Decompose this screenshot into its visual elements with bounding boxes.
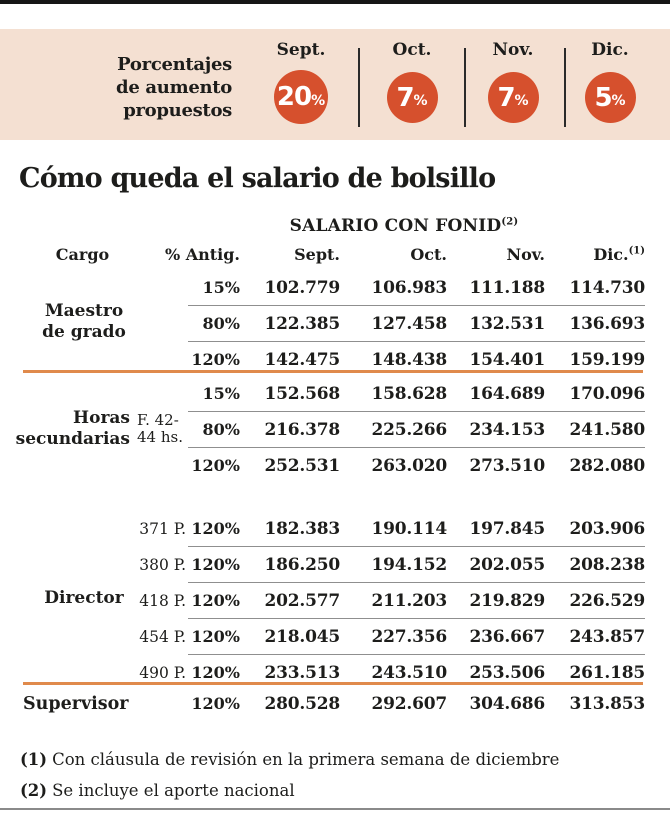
table-row bbox=[100, 376, 645, 411]
month-label: Nov. bbox=[492, 40, 534, 60]
table-supertitle bbox=[154, 216, 654, 236]
table-column-headers bbox=[25, 245, 645, 264]
salary-cell: 102.779 bbox=[264, 277, 340, 298]
top-border bbox=[0, 0, 670, 4]
salary-cell: 152.568 bbox=[264, 383, 340, 404]
section-divider bbox=[23, 370, 643, 373]
salary-cell: 132.531 bbox=[469, 313, 545, 334]
badge-value: 5 bbox=[594, 82, 612, 113]
salary-cell: 252.531 bbox=[264, 455, 340, 476]
salary-cell: 282.080 bbox=[569, 455, 645, 476]
salary-cell: 211.203 bbox=[371, 590, 447, 611]
antiguedad-cell: 120% bbox=[191, 350, 240, 369]
group-sublabel: F. 42- 44 hs. bbox=[137, 411, 183, 446]
salary-cell: 236.667 bbox=[469, 626, 545, 647]
group-director bbox=[0, 511, 670, 686]
table-row bbox=[100, 686, 645, 721]
table-row bbox=[100, 511, 645, 546]
salary-cell: 219.829 bbox=[469, 590, 545, 611]
salary-cell: 158.628 bbox=[371, 383, 447, 404]
salary-cell: 292.607 bbox=[371, 693, 447, 714]
salary-cell: 122.385 bbox=[264, 313, 340, 334]
salary-cell: 216.378 bbox=[264, 419, 340, 440]
antiguedad-cell: 120% bbox=[191, 663, 240, 682]
table-row bbox=[100, 306, 645, 341]
month-column-sept bbox=[246, 41, 356, 124]
salary-cell: 114.730 bbox=[569, 277, 645, 298]
antiguedad-cell: 120% bbox=[191, 627, 240, 646]
salary-cell: 218.045 bbox=[264, 626, 340, 647]
salary-cell: 261.185 bbox=[569, 662, 645, 683]
month-label: Sept. bbox=[276, 40, 326, 60]
table-row bbox=[100, 412, 645, 447]
salary-cell: 142.475 bbox=[264, 349, 340, 370]
column-header-sept: Sept. bbox=[294, 245, 340, 264]
bottom-border bbox=[0, 808, 670, 810]
page-title: Cómo queda el salario de bolsillo bbox=[19, 163, 496, 194]
table-row bbox=[100, 547, 645, 582]
footnote-text: Se incluye el aporte nacional bbox=[52, 781, 295, 800]
column-header-dic: Dic.$^{(1)}$ bbox=[593, 245, 645, 264]
badge-value: 7 bbox=[497, 82, 515, 113]
group-rows bbox=[100, 511, 645, 690]
puntos-cell: 454 P. bbox=[139, 627, 186, 646]
group-label: Director bbox=[44, 588, 124, 608]
section-divider bbox=[23, 682, 643, 685]
antiguedad-cell: 120% bbox=[191, 694, 240, 713]
salary-cell: 243.857 bbox=[569, 626, 645, 647]
antiguedad-cell: 80% bbox=[202, 420, 240, 439]
group-rows bbox=[100, 686, 645, 721]
salary-cell: 154.401 bbox=[469, 349, 545, 370]
salary-cell: 159.199 bbox=[569, 349, 645, 370]
dic-increase-badge bbox=[585, 72, 636, 123]
group-supervisor bbox=[0, 686, 670, 721]
sept-increase-badge bbox=[274, 70, 328, 124]
nov-increase-badge bbox=[488, 72, 539, 123]
salary-cell: 273.510 bbox=[469, 455, 545, 476]
salary-cell: 182.383 bbox=[264, 518, 340, 539]
antiguedad-cell: 120% bbox=[191, 591, 240, 610]
puntos-cell: 418 P. bbox=[139, 591, 186, 610]
column-header-nov: Nov. bbox=[506, 245, 545, 264]
salary-cell: 136.693 bbox=[569, 313, 645, 334]
salary-cell: 190.114 bbox=[371, 518, 447, 539]
salary-cell: 202.577 bbox=[264, 590, 340, 611]
salary-cell: 304.686 bbox=[469, 693, 545, 714]
salary-cell: 313.853 bbox=[569, 693, 645, 714]
group-rows bbox=[100, 376, 645, 483]
salary-cell: 241.580 bbox=[569, 419, 645, 440]
antiguedad-cell: 80% bbox=[202, 314, 240, 333]
group-label: Maestro de grado bbox=[42, 301, 126, 342]
salary-cell: 253.506 bbox=[469, 662, 545, 683]
group-horas-secundarias bbox=[0, 376, 670, 481]
supertitle-text: SALARIO CON FONID bbox=[289, 216, 502, 236]
salary-cell: 197.845 bbox=[469, 518, 545, 539]
salary-cell: 106.983 bbox=[371, 277, 447, 298]
salary-cell: 194.152 bbox=[371, 554, 447, 575]
salary-cell: 111.188 bbox=[469, 277, 545, 298]
salary-cell: 203.906 bbox=[569, 518, 645, 539]
antiguedad-cell: 120% bbox=[191, 555, 240, 574]
badge-value: 20 bbox=[276, 82, 312, 112]
salary-cell: 263.020 bbox=[371, 455, 447, 476]
raise-percentages-band bbox=[0, 29, 670, 140]
antiguedad-cell: 15% bbox=[202, 278, 240, 297]
band-label bbox=[100, 53, 232, 122]
oct-increase-badge bbox=[387, 72, 438, 123]
band-label-line: de aumento bbox=[116, 77, 232, 98]
salary-cell: 148.438 bbox=[371, 349, 447, 370]
badge-value: 7 bbox=[396, 82, 414, 113]
month-column-oct bbox=[357, 41, 467, 123]
month-column-dic bbox=[555, 41, 665, 123]
group-rows bbox=[100, 270, 645, 377]
salary-cell: 234.153 bbox=[469, 419, 545, 440]
puntos-cell: 490 P. bbox=[139, 663, 186, 682]
table-row bbox=[100, 270, 645, 305]
puntos-cell: 380 P. bbox=[139, 555, 186, 574]
group-label: Supervisor bbox=[23, 693, 129, 714]
footnote-marker: (2) bbox=[20, 781, 48, 800]
puntos-cell: 371 P. bbox=[139, 519, 186, 538]
column-header-antig: % Antig. bbox=[164, 245, 240, 264]
footnote-marker: (1) bbox=[20, 750, 48, 769]
salary-cell: 243.510 bbox=[371, 662, 447, 683]
salary-cell: 202.055 bbox=[469, 554, 545, 575]
salary-cell: 280.528 bbox=[264, 693, 340, 714]
month-label: Dic. bbox=[591, 40, 629, 60]
month-label: Oct. bbox=[392, 40, 432, 60]
salary-cell: 170.096 bbox=[569, 383, 645, 404]
percent-sign: % bbox=[311, 92, 326, 109]
salary-cell: 226.529 bbox=[569, 590, 645, 611]
percent-sign: % bbox=[611, 93, 626, 109]
table-row bbox=[100, 448, 645, 483]
antiguedad-cell: 120% bbox=[191, 519, 240, 538]
percent-sign: % bbox=[514, 93, 529, 109]
salary-cell: 233.513 bbox=[264, 662, 340, 683]
footnote-ref-1: (1) bbox=[628, 245, 645, 257]
band-label-line: propuestos bbox=[123, 100, 232, 121]
antiguedad-cell: 120% bbox=[191, 456, 240, 475]
footnote-2 bbox=[20, 781, 295, 801]
table-row bbox=[100, 619, 645, 654]
salary-cell: 208.238 bbox=[569, 554, 645, 575]
salary-cell: 227.356 bbox=[371, 626, 447, 647]
salary-cell: 127.458 bbox=[371, 313, 447, 334]
antiguedad-cell: 15% bbox=[202, 384, 240, 403]
month-column-nov bbox=[458, 41, 568, 123]
column-header-oct: Oct. bbox=[410, 245, 447, 264]
percent-sign: % bbox=[413, 93, 428, 109]
column-header-cargo: Cargo bbox=[55, 245, 110, 264]
group-maestro-de-grado bbox=[0, 270, 670, 375]
footnote-text: Con cláusula de revisión en la primera semana de diciembre bbox=[52, 750, 560, 769]
table-row bbox=[100, 583, 645, 618]
salary-cell: 164.689 bbox=[469, 383, 545, 404]
footnote-1 bbox=[20, 750, 559, 770]
salary-cell: 225.266 bbox=[371, 419, 447, 440]
salary-cell: 186.250 bbox=[264, 554, 340, 575]
band-label-line: Porcentajes bbox=[117, 54, 232, 75]
footnote-ref-2: (2) bbox=[501, 216, 519, 228]
group-label: Horas secundarias bbox=[15, 408, 130, 449]
